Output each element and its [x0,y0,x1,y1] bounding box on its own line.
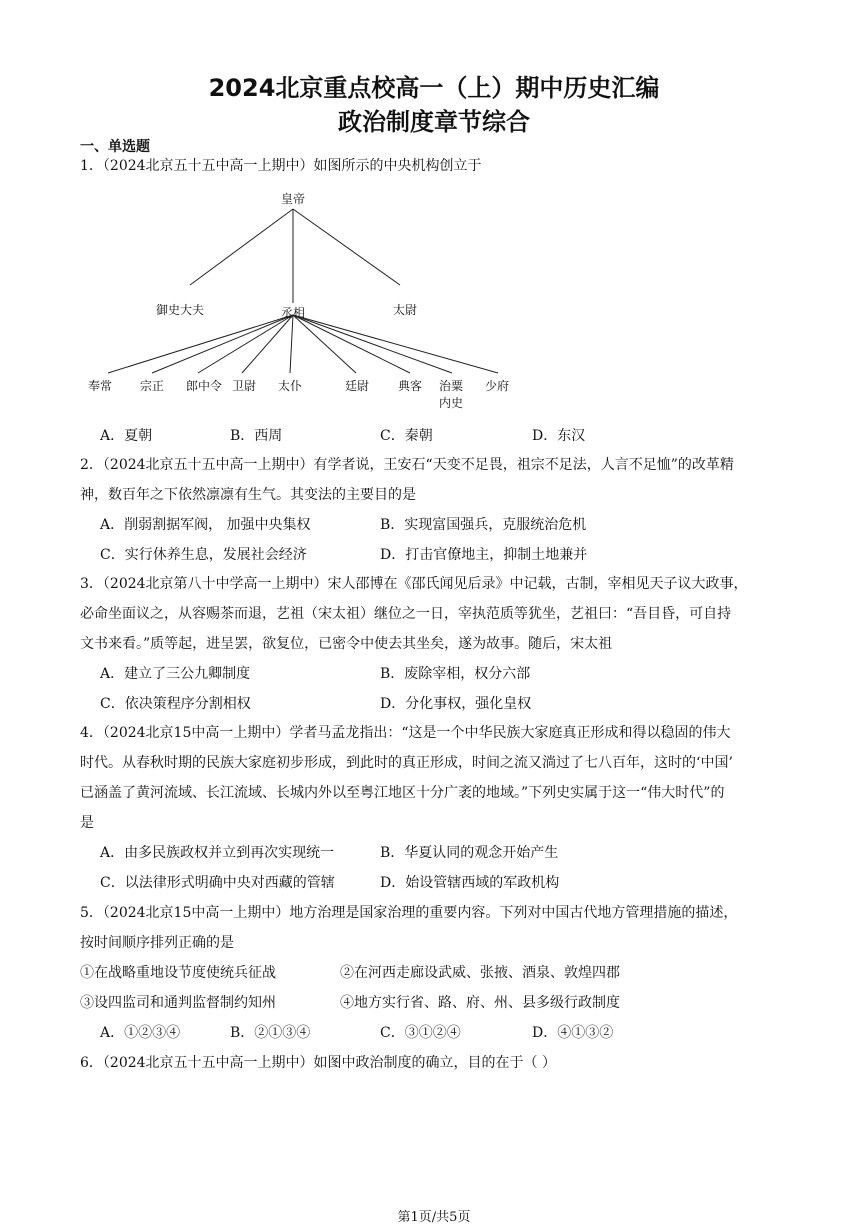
page-title: 2024北京重点校高一（上）期中历史汇编 [208,74,660,102]
question-4-stem: 已涵盖了黄河流域、长江流域、长城内外以至粤江地区十分广袤的地域。”下列史实属于这一“伟大时代”的 [80,785,725,801]
question-2-stem: 神，数百年之下依然凛凛有生气。其变法的主要目的是 [80,487,416,503]
node-minister: 典客 [397,379,423,393]
node-minister: 少府 [484,379,510,393]
q4-option-b[interactable]: B．华夏认同的观念开始产生 [380,845,559,861]
node-minister: 廷尉 [344,379,370,393]
section-heading: 一、单选题 [80,139,150,155]
question-3-stem: 3．（2024北京第八十中学高一上期中）宋人邵博在《邵氏闻见后录》中记载，古制，宰相见天子议大政事， [80,576,748,592]
question-3-stem: 文书来看。”质等起，进呈罢，欲复位，已密令中使去其坐矣，遂为故事。随后，宋太祖 [80,636,613,652]
q4-option-a[interactable]: A．由多民族政权并立到再次实现统一 [100,845,335,861]
q5-item: ④地方实行省、路、府、州、县多级行政制度 [340,995,620,1011]
node-minister: 奉常 [87,379,113,393]
q1-option-c[interactable]: C．秦朝 [380,428,433,444]
q1-option-d[interactable]: D．东汉 [532,428,586,444]
page-footer: 第1页/共5页 [397,1210,471,1225]
q1-option-a[interactable]: A．夏朝 [100,428,153,444]
central-institution-diagram [80,185,520,415]
question-2-stem: 2．（2024北京五十五中高一上期中）有学者说，王安石“天变不足畏，祖宗不足法，人言不足恤”的改革精 [80,457,734,473]
question-3-stem: 必命坐面议之，从容赐茶而退，艺祖（宋太祖）继位之一日，宰执范质等犹坐，艺祖曰：“吾目昏，可自持 [80,606,732,622]
q2-option-c[interactable]: C．实行休养生息，发展社会经济 [100,547,307,563]
q5-option-b[interactable]: B．②①③④ [230,1025,311,1041]
node-minister: 宗正 [139,379,165,393]
q3-option-b[interactable]: B．废除宰相，权分六部 [380,666,531,682]
node-minister: 太仆 [277,379,303,393]
node-minister: 卫尉 [231,379,257,393]
q4-option-c[interactable]: C．以法律形式明确中央对西藏的管辖 [100,875,335,891]
q3-option-c[interactable]: C．依决策程序分割相权 [100,696,251,712]
q3-option-a[interactable]: A．建立了三公九卿制度 [100,666,251,682]
q5-option-d[interactable]: D．④①③② [532,1025,614,1041]
q2-option-a[interactable]: A．削弱割据军阀， 加强中央集权 [100,517,311,533]
question-1-stem: 1．（2024北京五十五中高一上期中）如图所示的中央机构创立于 [80,158,482,174]
question-4-stem: 时代。从春秋时期的民族大家庭初步形成，到此时的真正形成，时间之流又淌过了七八百年，这时的‘中国’ [80,755,733,771]
node-minister: 治粟 [438,379,464,393]
node-censor: 御史大夫 [155,303,205,317]
question-5-stem: 5．（2024北京15中高一上期中）地方治理是国家治理的重要内容。下列对中国古代地方管理措施的描述， [80,905,738,921]
q5-option-c[interactable]: C．③①②④ [380,1025,461,1041]
q5-item: ①在战略重地设节度使统兵征战 [80,965,276,981]
question-4-stem: 4．（2024北京15中高一上期中）学者马孟龙指出：“这是一个中华民族大家庭真正形成和得以稳固的伟大 [80,725,731,741]
question-4-stem: 是 [80,815,94,831]
q5-item: ③设四监司和通判监督制约知州 [80,995,276,1011]
node-commandant: 太尉 [392,303,418,317]
q1-option-b[interactable]: B．西周 [230,428,283,444]
q5-option-a[interactable]: A．①②③④ [100,1025,181,1041]
q5-item: ②在河西走廊设武威、张掖、酒泉、敦煌四郡 [340,965,620,981]
q3-option-d[interactable]: D．分化事权，强化皇权 [380,696,532,712]
question-6-stem: 6．（2024北京五十五中高一上期中）如图中政治制度的确立，目的在于（ ） [80,1055,556,1071]
node-chancellor: 丞相 [280,306,306,320]
node-minister-extra: 内史 [438,396,464,410]
node-minister: 郎中令 [185,379,223,393]
node-emperor: 皇帝 [280,192,306,206]
q2-option-b[interactable]: B．实现富国强兵，克服统治危机 [380,517,587,533]
page-subtitle: 政治制度章节综合 [338,108,530,136]
q4-option-d[interactable]: D．始设管辖西域的军政机构 [380,875,560,891]
question-5-stem: 按时间顺序排列正确的是 [80,935,234,951]
q2-option-d[interactable]: D．打击官僚地主，抑制土地兼并 [380,547,588,563]
